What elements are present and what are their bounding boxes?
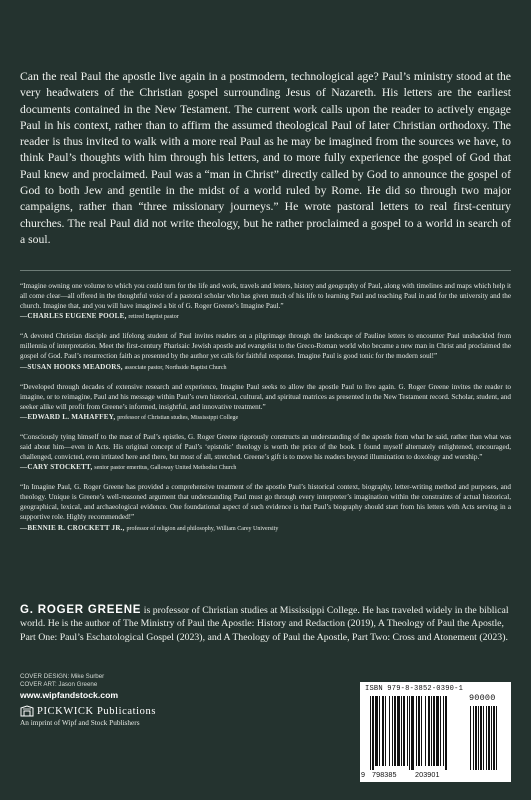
- endorsement-text: “In Imagine Paul, G. Roger Greene has provided a comprehensive treatment of the apostle Paul’s historical context, biography, letter-writing method and purposes, and theology. Unique is Greene’s well-reasoned argument that understanding Paul must go through every interpreter’s imagination within the constraints of actual historical, geographical, lexical, and archaeological evidence. One foundational aspect of such evidence is that Paul’s biography should start from his letters with Acts serving in a supportive role. Highly recommended!”: [20, 483, 511, 522]
- addon-bar: [470, 706, 471, 770]
- publisher-name: PICKWICK Publications: [37, 705, 157, 717]
- endorser-role: associate pastor, Northside Baptist Church: [124, 364, 227, 371]
- book-blurb: Can the real Paul the apostle live again in a postmodern, technological age? Paul’s ministry stood at the very headwaters of the Christian gospel surrounding Jesus of Nazareth. His letters are the earliest documents contained in the New Testament. The current work calls upon the reader to actively engage Paul in his context, rather than to affirm the assumed theological Paul of later Christian orthodoxy. The reader is thus invited to walk with a more real Paul as he may be imagined from the sources we have, to think Paul’s thoughts with him through his letters, and to more fully experience the gospel of God that Paul knew and proclaimed. Paul was a “man in Christ” directly called by God to announce the gospel of God to both Jew and gentile in the midst of a world ruled by Rome. He did so through two major campaigns, rather than “three missionary journeys.” He wrote pastoral letters to real first-century churches. The real Paul did not write theology, but he rather proclaimed a gospel to a world in search of a soul.: [20, 70, 511, 246]
- barcode-bar: [421, 696, 422, 766]
- ean-first-digit: 9: [361, 770, 366, 779]
- publisher-logo: [20, 705, 220, 727]
- barcode-bar: [436, 696, 439, 766]
- publisher-website: www.wipfandstock.com: [20, 690, 119, 700]
- endorsement-text: “Developed through decades of extensive research and experience, Imagine Paul seeks to allow the apostle Paul to live again. G. Roger Greene invites the reader to imagine, or to reimagine, Paul and his message within Paul’s own historical, cultural, and spiritual matrices as presented in the New Testament record. Scholar, student, and seeker alike will profit from Greene’s informed, insightful, and innovative treatment.”: [20, 382, 511, 411]
- endorsement: [20, 482, 511, 534]
- barcode-bar: [407, 696, 408, 766]
- barcode-bar: [409, 696, 410, 770]
- barcode-bar: [416, 696, 417, 766]
- publisher-name-row: [20, 705, 220, 717]
- barcode-bar: [389, 696, 390, 766]
- endorser-name: —SUSAN HOOKS MEADORS,: [20, 362, 123, 371]
- addon-bar: [473, 706, 474, 770]
- addon-bar: [491, 706, 492, 770]
- endorsement-attribution: [20, 523, 511, 535]
- barcode-bar: [392, 696, 393, 766]
- author-bio: [20, 604, 511, 644]
- author-name: G. ROGER GREENE: [20, 604, 142, 616]
- endorsement-text: “Consciously tying himself to the mast of Paul’s epistles, G. Roger Greene rigorously constructs an understanding of the apostle from what he said, rather than what was said about him—even in Acts. His original concept of Paul’s ‘epistolic’ theology is worth the price of the book. I found myself alternately enlightened, encouraged, challenged, convicted, even irritated here and there, but most of all, stretched. Greene’s gift is to move his readers beyond illumination to doxology and worship.”: [20, 432, 511, 462]
- barcode-bars: [366, 696, 506, 772]
- barcode-bar: [425, 696, 426, 766]
- barcode-bar: [403, 696, 405, 766]
- barcode-bar: [379, 696, 380, 766]
- endorsement: [20, 382, 511, 424]
- cover-credits: [20, 673, 220, 688]
- endorsement: [20, 281, 511, 323]
- addon-bar: [488, 706, 490, 770]
- endorsement-text: “A devoted Christian disciple and lifelong student of Paul invites readers on a pilgrimage through the landscape of Pauline letters to encounter Paul unshackled from millennia of interpretation. Meet the first-century Pharisaic Jewish apostle and evangelist to the Greco-Roman world who became a new man in Christ and proclaimed the gospel of God. Paul’s resurrection faith as presented by the author yet calls for faithful response. Imagine Paul is good tonic for the modern soul!”: [20, 332, 511, 361]
- barcode-bar: [433, 696, 435, 766]
- cover-design-credit: COVER DESIGN: Mike Surber: [20, 673, 105, 680]
- addon-bar: [475, 706, 477, 770]
- endorsement: [20, 432, 511, 474]
- endorser-role: professor of Christian studies, Mississippi College: [117, 414, 239, 421]
- author-bio-text: is professor of Christian studies at Mississippi College. He has traveled widely in the biblical world. He is the author of The Ministry of Paul the Apostle: History and Redaction (2019), A Theology of Paul the Apostle, Part One: Paul’s Eschatological Gospel (2023), and A Theology of Paul the Apostle, Part Two: Cross and Atonement (2023).: [20, 605, 509, 643]
- endorsement-text: “Imagine owning one volume to which you could turn for the life and work, travels and letters, history and geography of Paul, along with timelines and maps which help it all come clear—all offered in the thoughtful voice of a pastoral scholar who has given much of his life to learning Paul and teaching Paul in and for the university and the church. Imagine that, and you will have imagined a bit of G. Roger Greene’s Imagine Paul.”: [20, 282, 511, 311]
- isbn-label: ISBN 979-8-3852-0390-1: [365, 685, 464, 693]
- barcode-bar: [382, 696, 384, 766]
- endorsement-attribution: [20, 412, 511, 424]
- barcode-bar: [370, 696, 371, 770]
- cover-art-credit: COVER ART: Jason Greene: [20, 680, 98, 688]
- barcode-bar: [445, 696, 447, 770]
- barcode-bar: [385, 696, 386, 766]
- pickwick-icon: [20, 705, 34, 717]
- barcode-bar: [443, 696, 444, 766]
- barcode-bar: [431, 696, 432, 766]
- endorser-name: —CHARLES EUGENE POOLE,: [20, 312, 127, 321]
- endorser-role: senior pastor emeritus, Galloway United Methodist Church: [94, 465, 237, 472]
- barcode-bar: [428, 696, 430, 766]
- endorser-name: —CARY STOCKETT,: [20, 463, 93, 472]
- addon-bar: [480, 706, 482, 770]
- barcode-bar: [411, 696, 414, 770]
- endorser-name: —EDWARD L. MAHAFFEY,: [20, 412, 116, 421]
- section-divider: [20, 270, 511, 271]
- ean-left-group: 798385: [372, 770, 397, 779]
- barcode-bar: [397, 696, 400, 766]
- endorser-name: —BENNIE R. CROCKETT JR.,: [20, 523, 125, 532]
- barcode-bar: [401, 696, 402, 766]
- barcode-bar: [372, 696, 374, 770]
- addon-bar: [493, 706, 495, 770]
- endorsement: [20, 331, 511, 373]
- endorsements: [20, 281, 511, 543]
- isbn-barcode: [360, 682, 511, 782]
- endorsement-attribution: [20, 462, 511, 474]
- addon-bar: [478, 706, 479, 770]
- barcode-bar: [375, 696, 378, 766]
- barcode-bar: [440, 696, 441, 766]
- isbn-number: [365, 685, 496, 703]
- ean-right-group: 203901: [415, 770, 440, 779]
- barcode-bar: [394, 696, 396, 766]
- endorsement-attribution: [20, 362, 511, 374]
- endorsement-attribution: [20, 311, 511, 323]
- price-code: 90000: [469, 693, 496, 703]
- addon-bar: [486, 706, 487, 770]
- endorser-role: professor of religion and philosophy, William Carey University: [126, 525, 279, 532]
- barcode-bar: [418, 696, 420, 766]
- addon-bar: [496, 706, 497, 770]
- publisher-imprint: An imprint of Wipf and Stock Publishers: [20, 718, 140, 727]
- endorser-role: retired Baptist pastor: [128, 314, 179, 321]
- addon-bar: [483, 706, 484, 770]
